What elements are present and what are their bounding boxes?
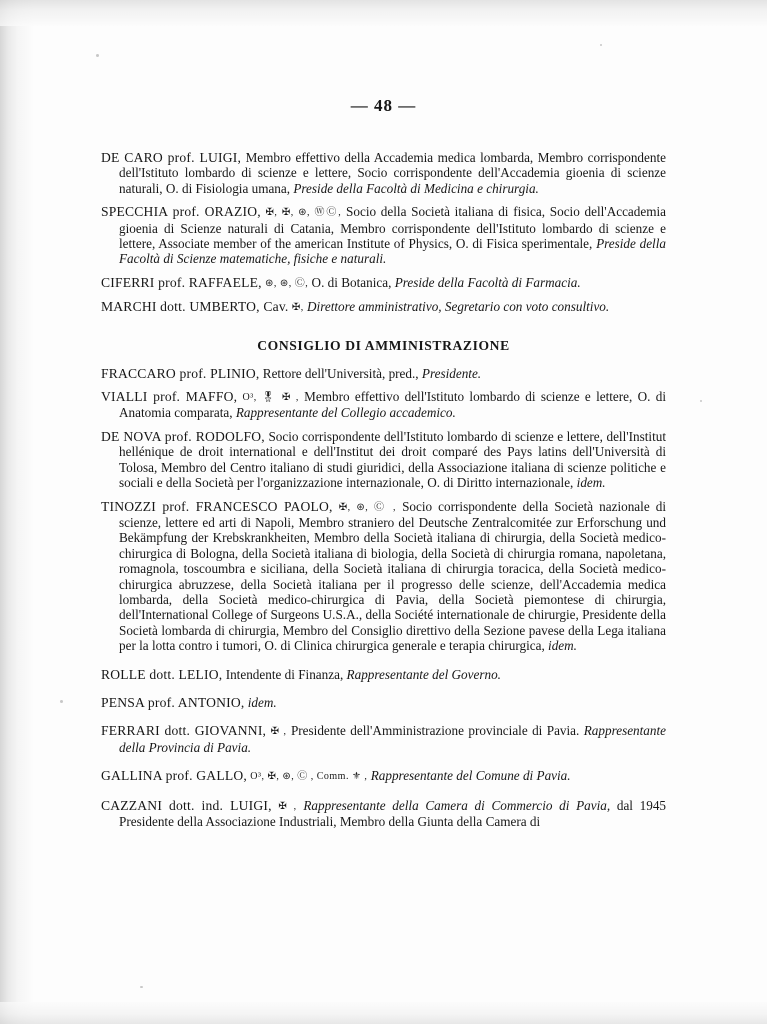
entry-role: Preside della Facoltà di Farmacia. [394, 274, 581, 290]
medal-icons: ✠, ✠, ⊛, ⓌⒸ, [265, 207, 342, 219]
medal-icons: O³, ✠, ⊛, Ⓒ , Comm. ⚜ , [250, 771, 368, 783]
entry-role: Rappresentante della Provincia di Pavia. [119, 723, 667, 755]
list-item [101, 798, 666, 830]
entry-role: Rappresentante della Camera di Commercio di Pavia, [303, 797, 611, 813]
entry-role: Presidente. [421, 365, 482, 381]
entry-name: CAZZANI dott. ind. LUIGI, [101, 797, 272, 813]
entry-name: TINOZZI prof. FRANCESCO PAOLO, [101, 498, 333, 514]
medal-icons: ✠ , [278, 800, 297, 812]
entry-name: CIFERRI prof. RAFFAELE, [101, 274, 262, 290]
entry-role: idem. [247, 694, 277, 710]
entry-role: Rappresentante del Collegio accademico. [235, 405, 456, 421]
entry-name: ROLLE dott. LELIO, [101, 666, 223, 682]
entry-role: Rappresentante del Comune di Pavia. [370, 768, 571, 784]
entry-text: Membro effettivo dell'Istituto lombardo di scienze e lettere, O. di Anatomia comparata, [119, 389, 667, 421]
list-item [101, 723, 666, 755]
entry-text: Membro effettivo della Accademia medica lombarda, Membro corrispondente dell'Istituto lombardo di scienze e lettere, Socio corrispondente dell'Accademia gioenia di scienze naturali, O. di Fisiologia umana, [119, 150, 666, 196]
list-item [101, 389, 666, 421]
section-heading: CONSIGLIO DI AMMINISTRAZIONE [257, 337, 510, 353]
entry-role: idem. [548, 638, 577, 654]
entry-role: Direttore amministrativo, Segretario con voto consultivo. [307, 299, 610, 315]
entry-role: Preside della Facoltà di Medicina e chirurgia. [293, 180, 539, 196]
list-item [101, 695, 666, 710]
list-item [101, 366, 666, 381]
entry-text: Socio corrispondente della Società nazionale di scienze, lettere ed arti di Napoli, Membro straniero del Deutsche Zentralcomitée zur Erforschung und Bekämpfung der Krebskrankheiten, Membro della Società italiana di chirurgia, della Società medico-chirurgica di Bologna, della Società italiana di biologia, della Società di chirurgia romana, napoletana, romagnola, toscoumbra e siciliana, della Società italiana di chirurgia toracica, della Società medico-chirurgica abruzzese, della Società italiana per il progresso delle scienze, dell'Accademia medica lombarda, della Società medico-chirurgica di Pavia, della Società piemontese di chirurgia, dell'International College of Surgeons U.S.A., della Société internationale de chirurgie, Presidente della Società lombarda di chirurgia, Membro del Consiglio direttivo della Sezione pavese della Lega italiana per la lotta contro i tumori, O. di Clinica chirurgica generale e terapia chirurgica, [119, 498, 666, 654]
entry-name: PENSA prof. ANTONIO, [101, 694, 245, 710]
entry-name: FRACCARO prof. PLINIO, [101, 365, 260, 381]
list-item [101, 429, 666, 491]
list-item [101, 299, 666, 315]
list-item [101, 768, 666, 784]
entry-text: dal 1945 Presidente della Associazione Industriali, Membro della Giunta della Camera di [119, 797, 667, 829]
entry-role: idem. [576, 475, 606, 491]
entry-text: Intendente di Finanza, [222, 666, 347, 682]
entry-name: VIALLI prof. MAFFO, [101, 389, 238, 405]
entry-name: DE CARO prof. LUIGI, [101, 150, 242, 165]
entry-name: MARCHI dott. UMBERTO, Cav. [101, 299, 289, 315]
entry-name: SPECCHIA prof. ORAZIO, [101, 204, 261, 220]
list-item [101, 499, 666, 654]
medal-icons: O³, 🎖 ✠ , [242, 392, 299, 404]
medal-icons: ✠, [291, 302, 304, 314]
entry-text: O. di Botanica, [308, 274, 395, 290]
medal-icons: ✠, ⊛, Ⓒ , [338, 501, 397, 513]
list-item [101, 667, 666, 682]
entry-role: Preside della Facoltà di Scienze matematiche, fisiche e naturali. [119, 236, 666, 267]
page-number: — 48 — [350, 96, 417, 115]
list-item [101, 275, 666, 291]
entry-name: FERRARI dott. GIOVANNI, [101, 723, 267, 739]
entry-text: Socio della Società italiana di fisica, Socio dell'Accademia gioenia di Scienze naturali di Catania, Membro corrispondente dell'Istituto lombardo di scienze e lettere, Associate member of the american Institute of Physics, O. di Fisica sperimentale, [119, 204, 666, 252]
entry-role: Rappresentante del Governo. [346, 666, 501, 682]
medal-icons: ⊛, ⊛, Ⓒ, [264, 277, 309, 289]
body-text-block [101, 116, 666, 829]
list-item [101, 150, 666, 196]
entry-name: GALLINA prof. GALLO, [101, 768, 247, 784]
entry-text: Socio corrispondente dell'Istituto lombardo di scienze e lettere, dell'Institut hellénique de droit international e dell'Institut dei droit comparé des Pays latins dell'Università di Tolosa, Membro del Centro italiano di studi giuridici, della Associazione italiana di scienze politiche e sociali e della Società per l'organizzazione internazionale, O. di Diritto internazionale, [119, 428, 666, 491]
entry-name: DE NOVA prof. RODOLFO, [101, 428, 265, 444]
entry-text: Presidente dell'Amministrazione provinciale di Pavia. [286, 723, 584, 739]
entry-text: Rettore dell'Università, pred., [259, 365, 422, 381]
list-item [101, 204, 666, 267]
medal-icons: ✠ , [270, 726, 287, 738]
